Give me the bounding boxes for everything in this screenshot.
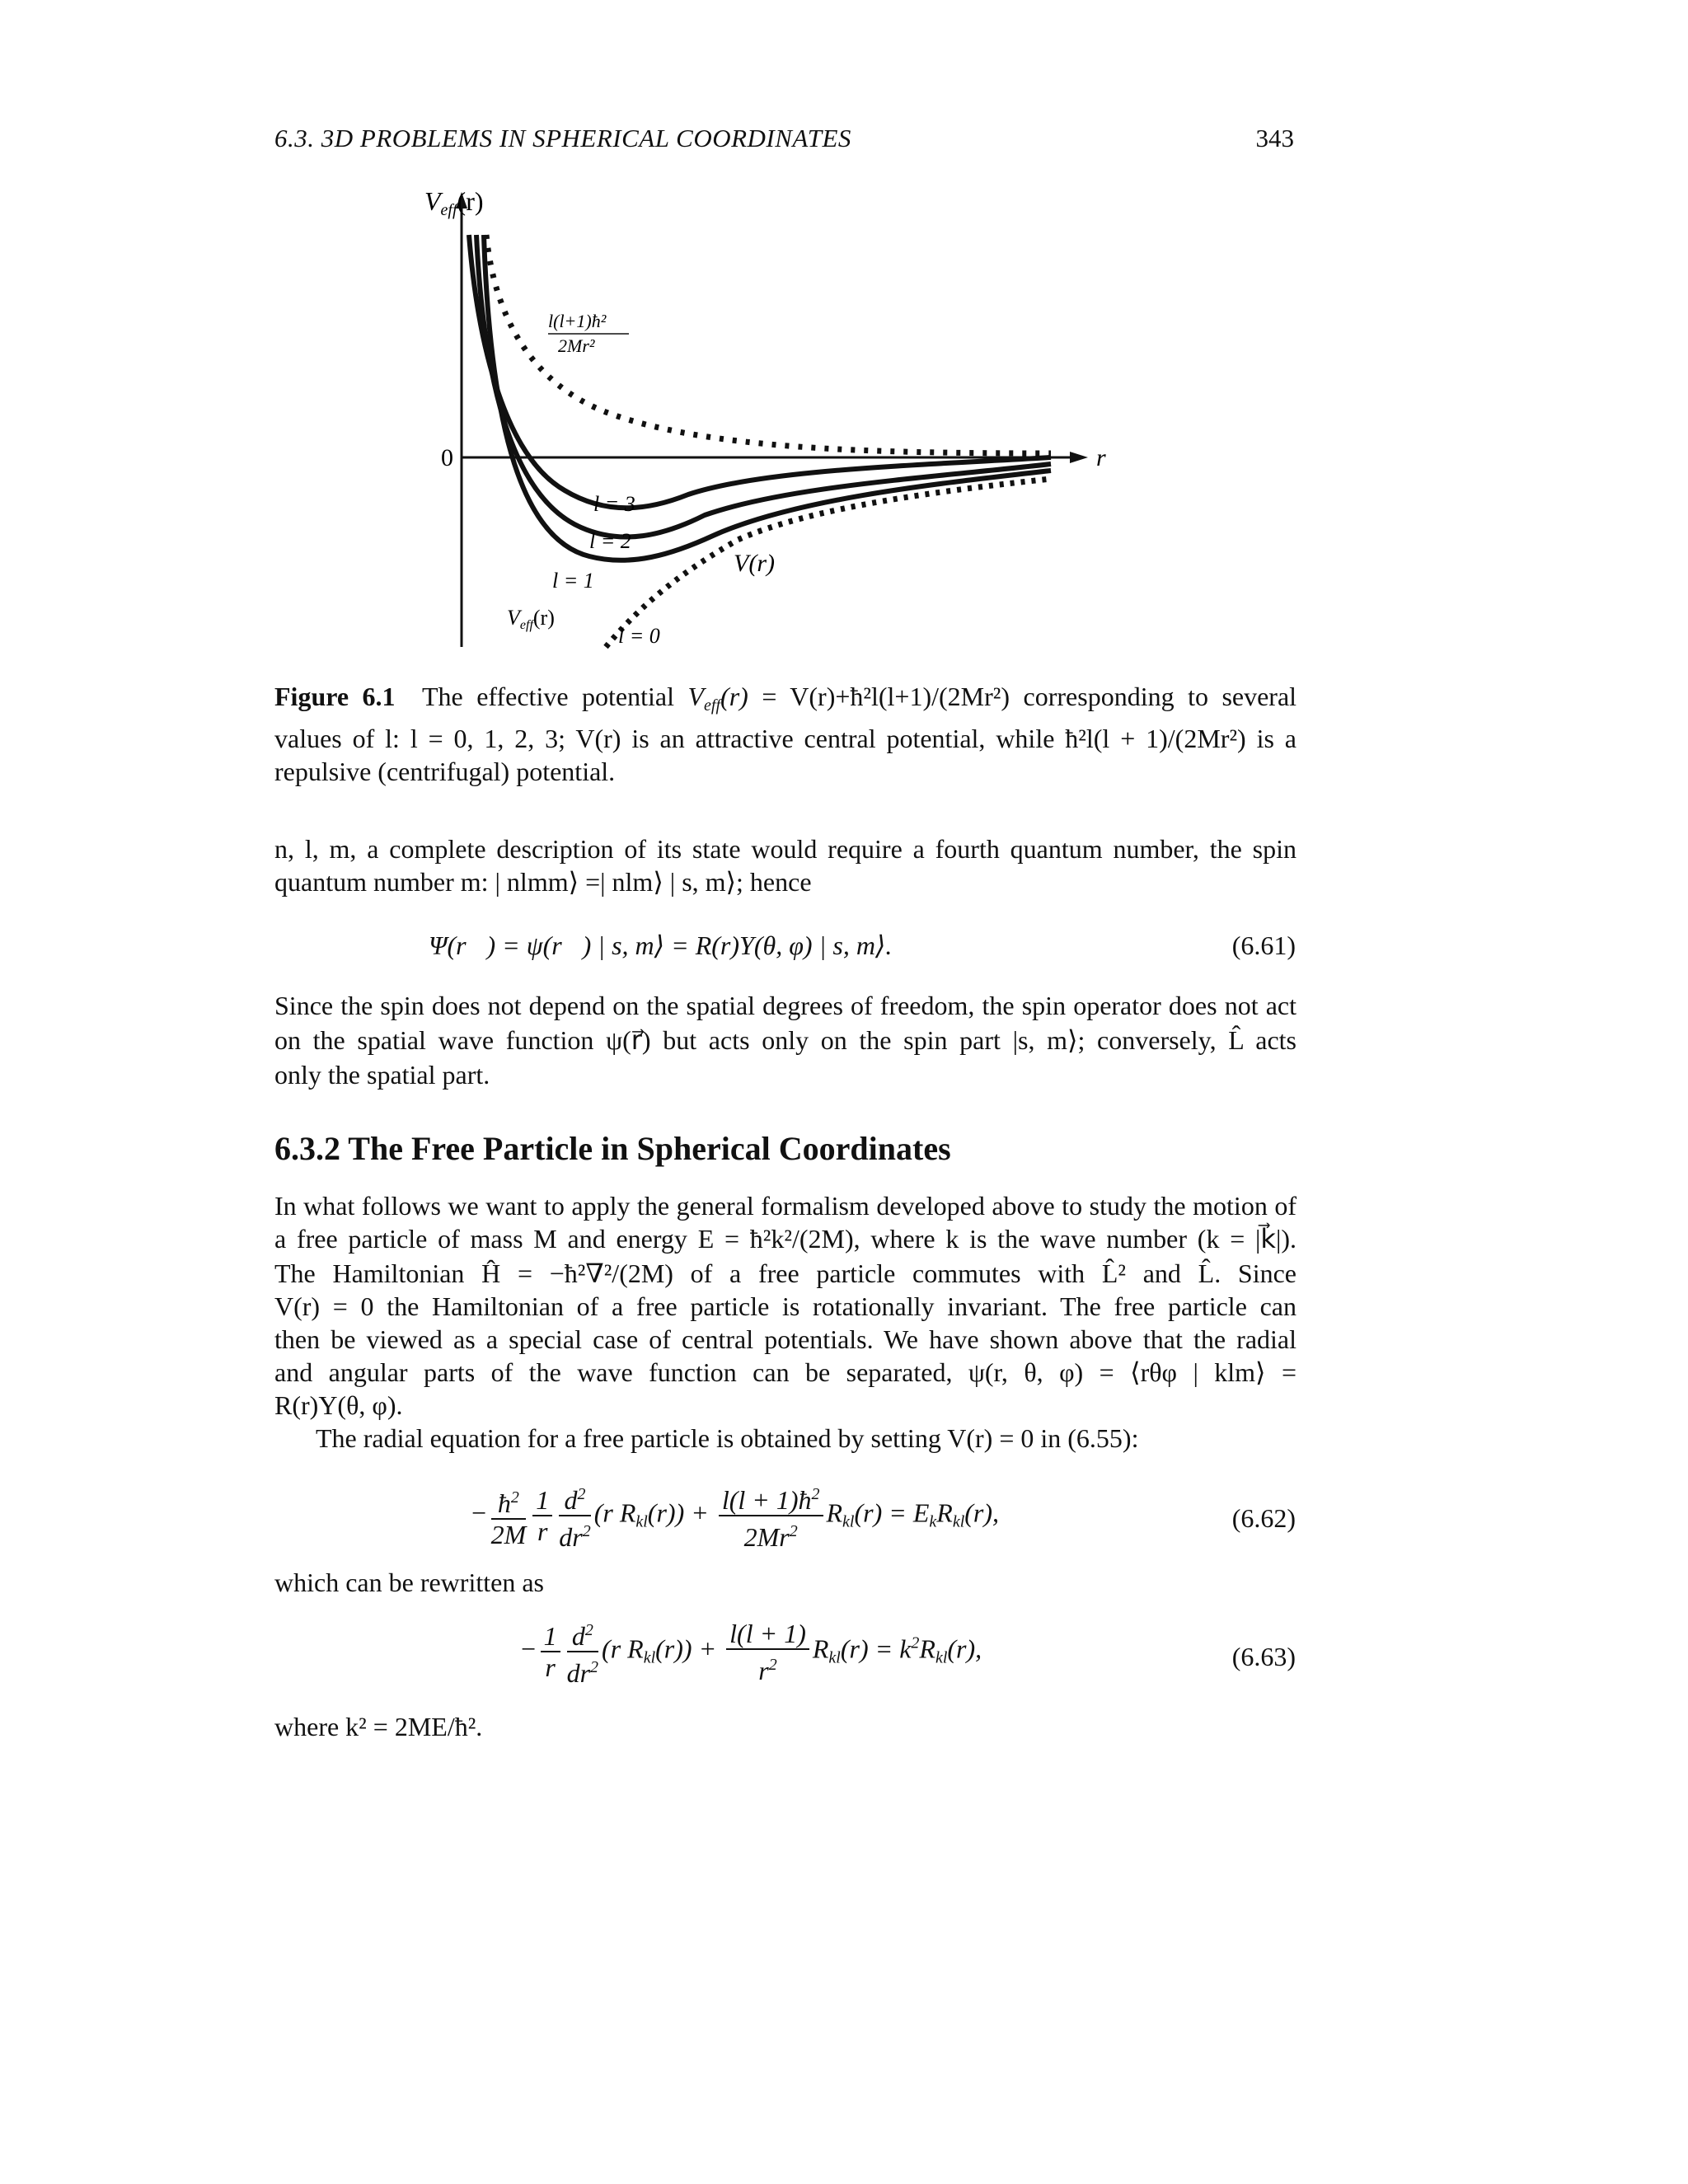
vr-label: V(r) bbox=[734, 550, 775, 577]
label-l3: l = 3 bbox=[593, 492, 635, 516]
paragraph-line: on the spatial wave function ψ(r⃗) but acts only on the spin part |s, m⟩; conversely, L̂ acts bbox=[274, 1025, 1296, 1055]
equation-number: (6.63) bbox=[1231, 1642, 1296, 1671]
paragraph-line: where k² = 2ME/ħ². bbox=[274, 1712, 483, 1741]
centrifugal-denominator: 2Mr² bbox=[558, 335, 595, 356]
paragraph-line: The Hamiltonian Ĥ = −ħ²∇²/(2M) of a free particle commutes with L̂² and L̂. Since bbox=[274, 1258, 1296, 1288]
label-l1: l = 1 bbox=[552, 569, 594, 593]
label-l2: l = 2 bbox=[589, 529, 631, 553]
equation-number: (6.61) bbox=[1231, 930, 1296, 960]
equation-6-61: Ψ(r⃗) = ψ(r⃗) | s, m⟩ = R(r)Y(θ, φ) | s, m⟩. bbox=[429, 930, 893, 960]
y-axis-label: Veff(r) bbox=[424, 186, 484, 219]
paragraph-line: only the spatial part. bbox=[274, 1060, 490, 1090]
x-axis-arrow bbox=[1070, 452, 1088, 463]
equation-6-63: − $\frac{1}{r}$ $\frac{d^2}{dr^2}$ (r $R_{kl}(r)$) + $\frac{l(l + 1)}{r^2}$ $R_{kl}(r) = k^2R_{kl}(r)$, bbox=[519, 1615, 982, 1688]
caption-line-2: values of l: l = 0, 1, 2, 3; V(r) is an attractive central potential, while ħ²l(l + 1)/(2Mr²) is a bbox=[274, 724, 1296, 753]
paragraph-line: and angular parts of the wave function can be separated, ψ(r, θ, φ) = ⟨rθφ | klm⟩ = bbox=[274, 1357, 1296, 1387]
veff-label: Veff(r) bbox=[507, 606, 555, 632]
label-l0: l = 0 bbox=[618, 624, 660, 648]
paragraph-line: V(r) = 0 the Hamiltonian of a free particle is rotationally invariant. The free particle can bbox=[274, 1291, 1296, 1321]
section-heading: 6.3.2 The Free Particle in Spherical Coordinates bbox=[274, 1130, 951, 1167]
paragraph-line: quantum number m: | nlmm⟩ =| nlm⟩ | s, m⟩; hence bbox=[274, 867, 812, 897]
paragraph-line: R(r)Y(θ, φ). bbox=[274, 1390, 403, 1420]
paragraph-line: which can be rewritten as bbox=[274, 1568, 544, 1597]
caption-line-3: repulsive (centrifugal) potential. bbox=[274, 757, 616, 786]
paragraph-line: In what follows we want to apply the general formalism developed above to study the motion of bbox=[274, 1191, 1296, 1221]
paragraph-line: Since the spin does not depend on the spatial degrees of freedom, the spin operator does not act bbox=[274, 991, 1296, 1020]
equation-6-62: − $\frac{ħ^2}{2M}$ $\frac{1}{r}$ $\frac{d^2}{dr^2}$ (r $R_{kl}(r)$) + $\frac{l(l + 1)ħ^2}{2Mr^2}$ $R_{kl}(r) = E_kR_{kl}(r)$, bbox=[470, 1479, 999, 1552]
page-number: 343 bbox=[1255, 124, 1294, 152]
zero-label: 0 bbox=[441, 444, 453, 471]
curve-l3 bbox=[469, 235, 1051, 508]
paragraph-line: The radial equation for a free particle is obtained by setting V(r) = 0 in (6.55): bbox=[316, 1423, 1139, 1453]
paragraph-line: n, l, m, a complete description of its state would require a fourth quantum number, the spin bbox=[274, 834, 1296, 864]
paragraph-line: a free particle of mass M and energy E = ħ²k²/(2M), where k is the wave number (k = |k⃗|). bbox=[274, 1224, 1296, 1254]
caption-label: Figure 6.1 bbox=[274, 682, 396, 711]
equation-number: (6.62) bbox=[1231, 1503, 1296, 1533]
curve-l1 bbox=[484, 235, 1051, 560]
effective-potential-figure bbox=[416, 185, 1125, 663]
x-axis-label: r bbox=[1096, 444, 1106, 471]
figure-caption: Figure 6.1 The effective potential $V_{eff}(r)$ = V(r)+ħ²l(l+1)/(2Mr²) corresponding to several values of l: l = 0, 1, 2, 3; V(r) is an attractive central potential, while ħ²l(l + 1)/(2Mr²) is a repulsive (centrifugal) potential. bbox=[274, 682, 1297, 786]
running-header: 6.3. 3D PROBLEMS IN SPHERICAL COORDINATES bbox=[274, 124, 851, 152]
paragraph-line: then be viewed as a special case of central potentials. We have shown above that the radial bbox=[274, 1324, 1296, 1354]
centrifugal-numerator: l(l+1)ħ² bbox=[548, 311, 607, 331]
